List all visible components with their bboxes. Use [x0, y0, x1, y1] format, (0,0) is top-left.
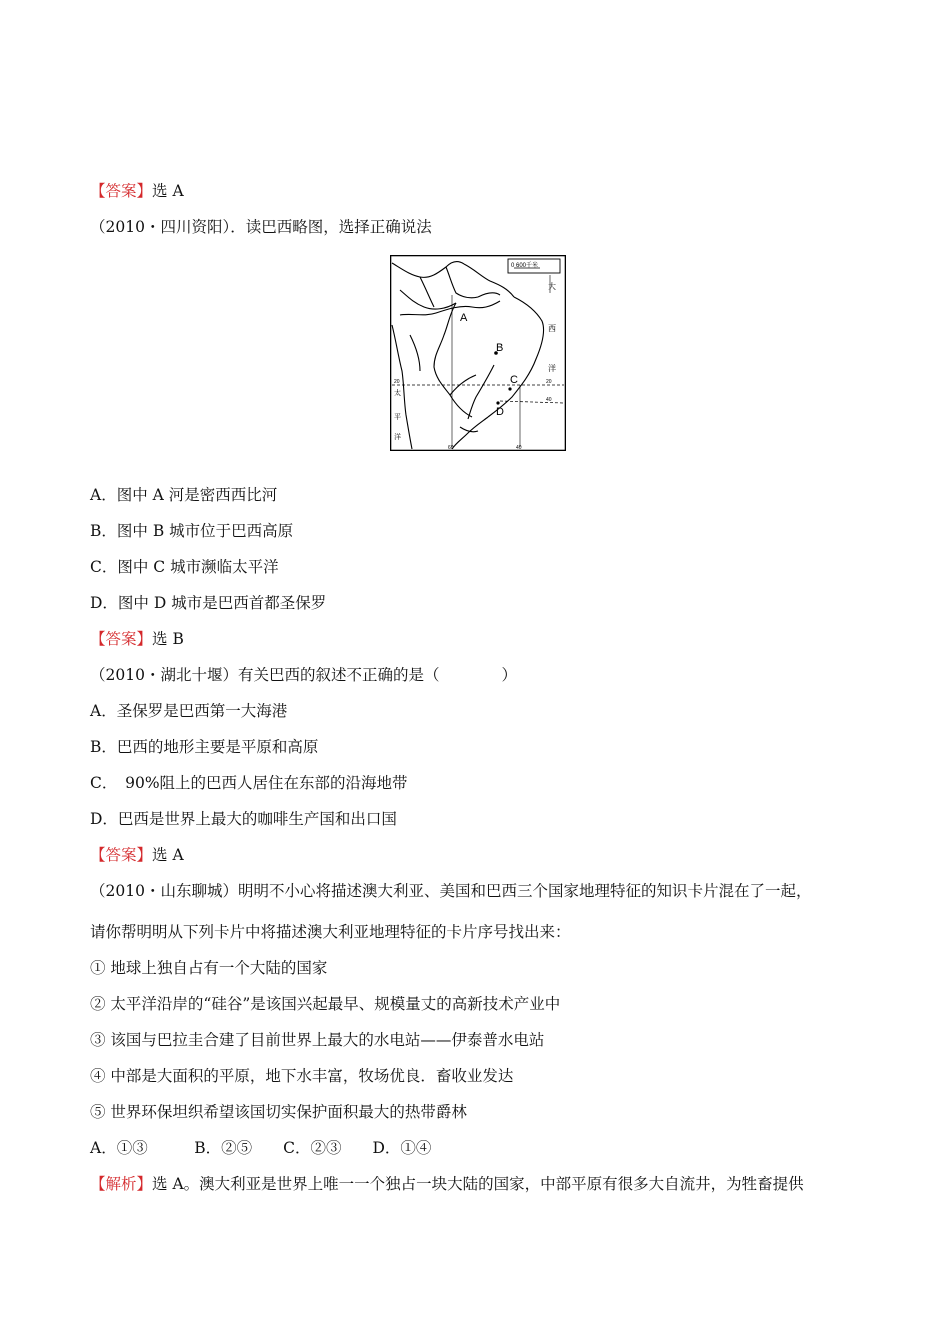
- tick-3: 40: [546, 397, 552, 403]
- q1-option-a: A．图中 A 河是密西西比河: [90, 486, 278, 504]
- q2-option-b: B．巴西的地形主要是平原和高原: [90, 738, 319, 756]
- q3-card-2: ② 太平洋沿岸的“硅谷”是该国兴起最早、规模量丈的高新技术产业中: [90, 995, 561, 1013]
- scale-text: 0 600千米: [511, 263, 539, 269]
- answer-tag: 【答案】: [90, 630, 153, 648]
- city-d-dot: [496, 401, 499, 404]
- ocean-west-1: 太: [394, 390, 401, 397]
- analysis-line: [90, 1174, 804, 1194]
- question-3-source-2: 请你帮明明从下列卡片中将描述澳大利亚地理特征的卡片序号找出来：: [90, 923, 571, 941]
- ocean-east-1: 大: [548, 282, 556, 291]
- label-c: C: [510, 374, 518, 386]
- q2-option-c: C． 90%阻上的巴西人居住在东部的沿海地带: [90, 774, 408, 792]
- tick-2: 20: [546, 379, 552, 385]
- answer-tag: 【答案】: [90, 846, 153, 864]
- answer-tag: 【答案】: [90, 182, 153, 200]
- label-b: B: [496, 342, 504, 354]
- ocean-east-2: 西: [548, 324, 556, 333]
- q3-card-1: ① 地球上独自占有一个大陆的国家: [90, 959, 328, 977]
- question-2-source: （2010・湖北十堰）有关巴西的叙述不正确的是（ ）: [90, 666, 517, 684]
- tick-4: 60: [448, 445, 454, 451]
- analysis-tag: 【解析】: [90, 1175, 153, 1193]
- question-1-source: （2010・四川资阳）．读巴西略图，选择正确说法: [90, 218, 432, 236]
- q2-option-d: D．巴西是世界上最大的咖啡生产国和出口国: [90, 810, 397, 828]
- q1-option-d: D．图中 D 城市是巴西首都圣保罗: [90, 594, 327, 612]
- answer-line-2: [90, 845, 184, 865]
- q1-option-c: C．图中 C 城市濒临太平洋: [90, 558, 279, 576]
- ocean-east-3: 洋: [548, 364, 556, 373]
- q1-option-b: B．图中 B 城市位于巴西高原: [90, 522, 294, 540]
- brazil-map: [390, 255, 566, 451]
- analysis-text: 选 A。澳大利亚是世界上唯一一个独占一块大陆的国家，中部平原有很多大自流井，为牲畜提供: [152, 1175, 804, 1193]
- q3-card-4: ④ 中部是大面积的平原，地下水丰富，牧场优良．畜收业发达: [90, 1067, 514, 1085]
- answer-text: 选 B: [152, 630, 184, 648]
- label-a: A: [460, 312, 468, 324]
- q3-choices: A．①③ B．②⑤ C．②③ D．①④: [90, 1139, 432, 1157]
- tick-5: 40: [516, 445, 522, 451]
- answer-line-1: [90, 629, 184, 649]
- q2-option-a: A．圣保罗是巴西第一大海港: [90, 702, 288, 720]
- city-c-dot: [508, 387, 511, 390]
- answer-text: 选 A: [152, 846, 184, 864]
- answer-text: 选 A: [152, 182, 184, 200]
- q3-card-5: ⑤ 世界环保坦织希望该国切实保护面积最大的热带爵林: [90, 1103, 467, 1121]
- ocean-west-2: 平: [394, 414, 401, 421]
- answer-line-0: [90, 181, 184, 201]
- label-d: D: [496, 406, 504, 418]
- ocean-west-3: 洋: [394, 434, 401, 441]
- tick-1: 20: [394, 379, 400, 385]
- question-3-source-1: （2010・山东聊城）明明不小心将描述澳大利亚、美国和巴西三个国家地理特征的知识卡片混在了一起，: [90, 882, 812, 900]
- q3-card-3: ③ 该国与巴拉圭合建了目前世界上最大的水电站——伊泰普水电站: [90, 1031, 545, 1049]
